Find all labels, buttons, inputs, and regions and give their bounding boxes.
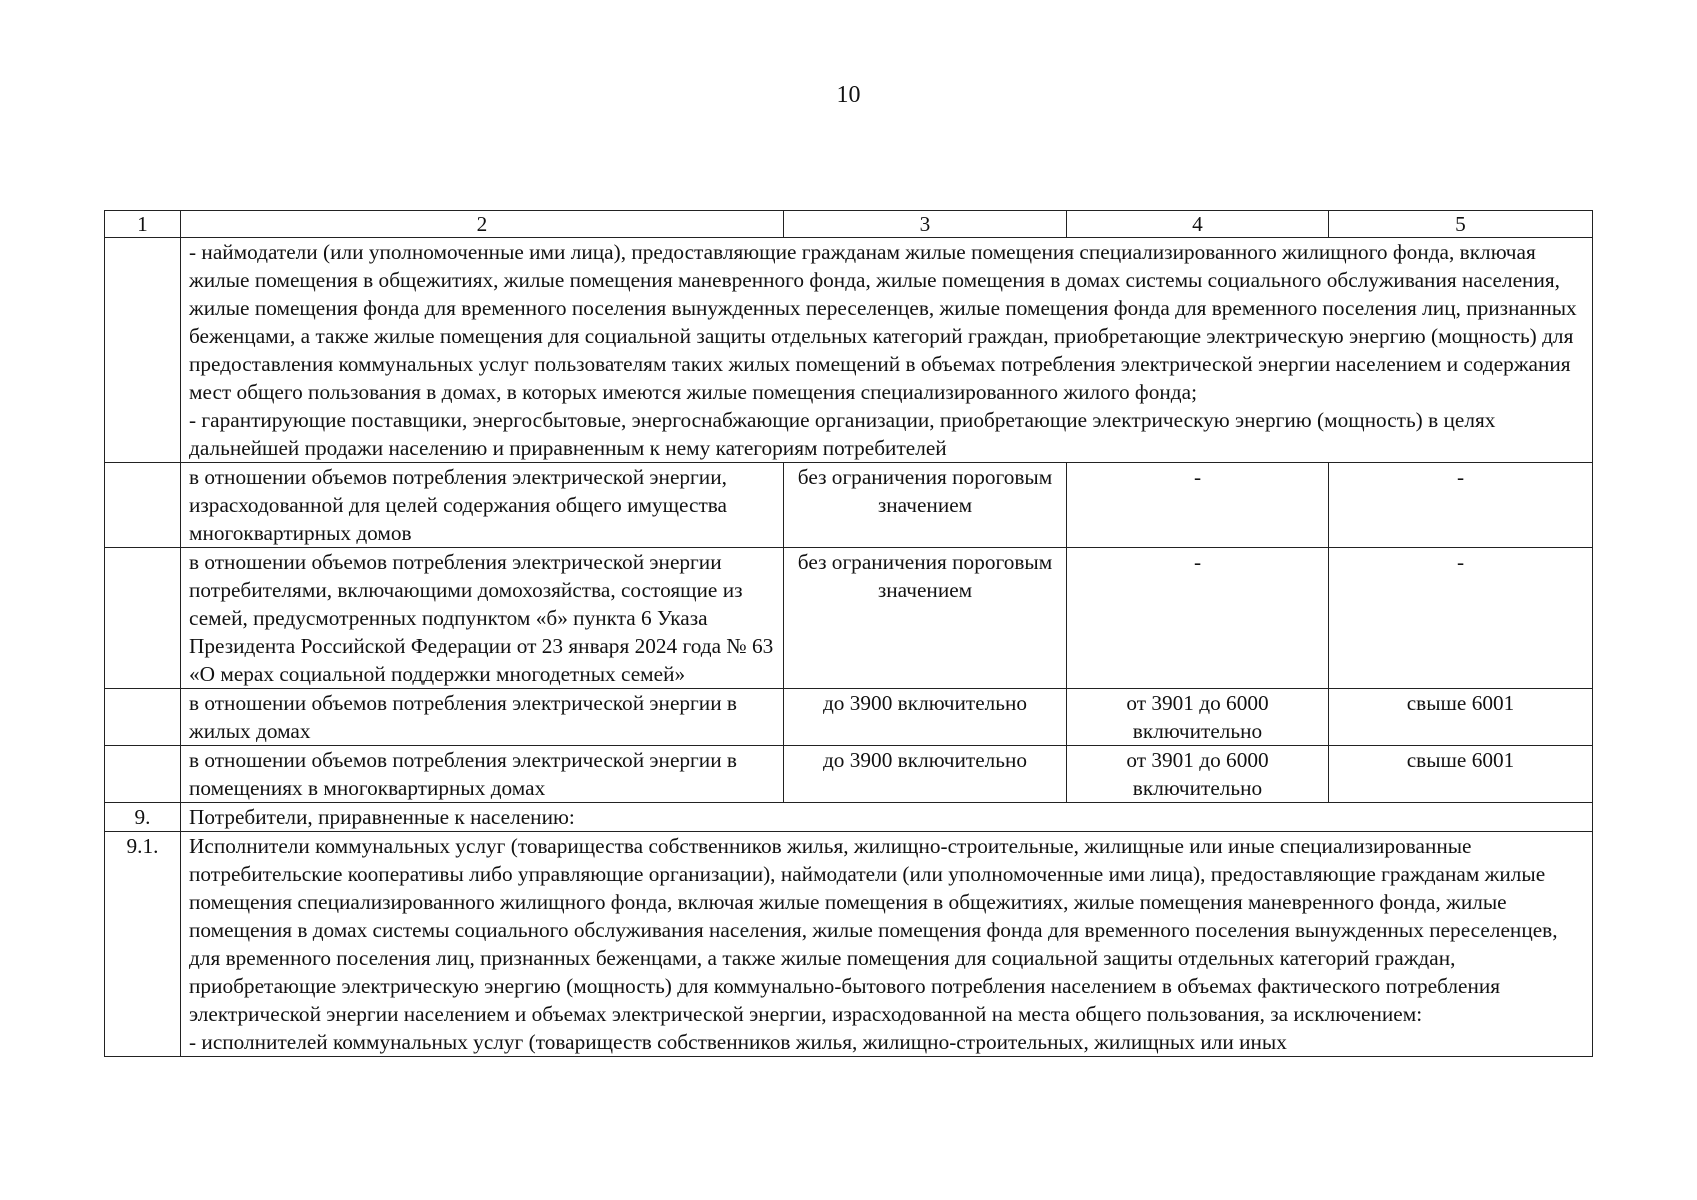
threshold-range-1: без ограничения пороговым значением — [784, 548, 1067, 689]
row-number-cell — [105, 689, 181, 746]
threshold-range-2: от 3901 до 6000 включительно — [1067, 689, 1329, 746]
section-row — [105, 832, 1593, 1057]
section-row — [105, 803, 1593, 832]
threshold-range-3: - — [1329, 548, 1593, 689]
consumer-list-row — [105, 238, 1593, 463]
threshold-range-2: от 3901 до 6000 включительно — [1067, 746, 1329, 803]
threshold-range-1: без ограничения пороговым значением — [784, 463, 1067, 548]
consumer-paragraph: - гарантирующие поставщики, энергосбытовые, энергоснабжающие организации, приобретающие электрическую энергию (мощность) в целях дальнейшей продажи населению и приравненным к нему категориям потребителей — [189, 408, 1496, 460]
page-number: 10 — [836, 82, 861, 108]
threshold-range-3: свыше 6001 — [1329, 689, 1593, 746]
section-text-cell — [181, 832, 1593, 1057]
row-number-cell — [105, 463, 181, 548]
threshold-range-3: свыше 6001 — [1329, 746, 1593, 803]
threshold-range-1: до 3900 включительно — [784, 746, 1067, 803]
column-number: 1 — [105, 211, 181, 238]
section-paragraph: - исполнителей коммунальных услуг (товариществ собственников жилья, жилищно-строительных, жилищных или иных — [189, 1030, 1287, 1054]
threshold-range-3: - — [1329, 463, 1593, 548]
column-number-row — [105, 211, 1593, 238]
section-number: 9.1. — [105, 832, 181, 1057]
threshold-range-2: - — [1067, 548, 1329, 689]
table-row — [105, 548, 1593, 689]
row-number-cell — [105, 746, 181, 803]
column-number: 3 — [784, 211, 1067, 238]
threshold-range-2: - — [1067, 463, 1329, 548]
consumer-list-cell — [181, 238, 1593, 463]
threshold-range-1: до 3900 включительно — [784, 689, 1067, 746]
row-description: в отношении объемов потребления электрической энергии, израсходованной для целей содержания общего имущества многоквартирных домов — [181, 463, 784, 548]
column-number: 4 — [1067, 211, 1329, 238]
table-row — [105, 746, 1593, 803]
row-description: в отношении объемов потребления электрической энергии потребителями, включающими домохозяйства, состоящие из семей, предусмотренных подпунктом «б» пункта 6 Указа Президента Российской Федерации от 23 января 2024 года № 63 «О мерах социальной поддержки многодетных семей» — [181, 548, 784, 689]
table-row — [105, 689, 1593, 746]
row-number-cell — [105, 548, 181, 689]
consumer-paragraph: - наймодатели (или уполномоченные ими лица), предоставляющие гражданам жилые помещения специализированного жилищного фонда, включая жилые помещения в общежитиях, жилые помещения маневренного фонда, жилые помещения в домах системы социального обслуживания населения, жилые помещения фонда для временного поселения вынужденных переселенцев, жилые помещения фонда для временного поселения лиц, признанных беженцами, а также жилые помещения для социальной защиты отдельных категорий граждан, приобретающие электрическую энергию (мощность) для предоставления коммунальных услуг пользователям таких жилых помещений в объемах потребления электрической энергии населением и содержания мест общего пользования в домах, в которых имеются жилые помещения специализированного жилого фонда; — [189, 240, 1577, 404]
column-number: 2 — [181, 211, 784, 238]
row-description: в отношении объемов потребления электрической энергии в помещениях в многоквартирных домах — [181, 746, 784, 803]
tariff-table — [104, 210, 1593, 1057]
section-number: 9. — [105, 803, 181, 832]
column-number: 5 — [1329, 211, 1593, 238]
row-number-cell — [105, 238, 181, 463]
table-row — [105, 463, 1593, 548]
section-title: Потребители, приравненные к населению: — [181, 803, 1593, 832]
section-paragraph: Исполнители коммунальных услуг (товарищества собственников жилья, жилищно-строительные, жилищные или иные специализированные потребительские кооперативы либо управляющие организации), наймодатели (или уполномоченные ими лица), предоставляющие гражданам жилые помещения специализированного жилищного фонда, включая жилые помещения в общежитиях, жилые помещения маневренного фонда, жилые помещения в домах системы социального обслуживания населения, жилые помещения фонда для временного поселения вынужденных переселенцев, для временного поселения лиц, признанных беженцами, а также жилые помещения для социальной защиты отдельных категорий граждан, приобретающие электрическую энергию (мощность) для коммунально-бытового потребления населением в объемах фактического потребления электрической энергии населением и объемах электрической энергии, израсходованной на места общего пользования, за исключением: — [189, 834, 1558, 1026]
row-description: в отношении объемов потребления электрической энергии в жилых домах — [181, 689, 784, 746]
